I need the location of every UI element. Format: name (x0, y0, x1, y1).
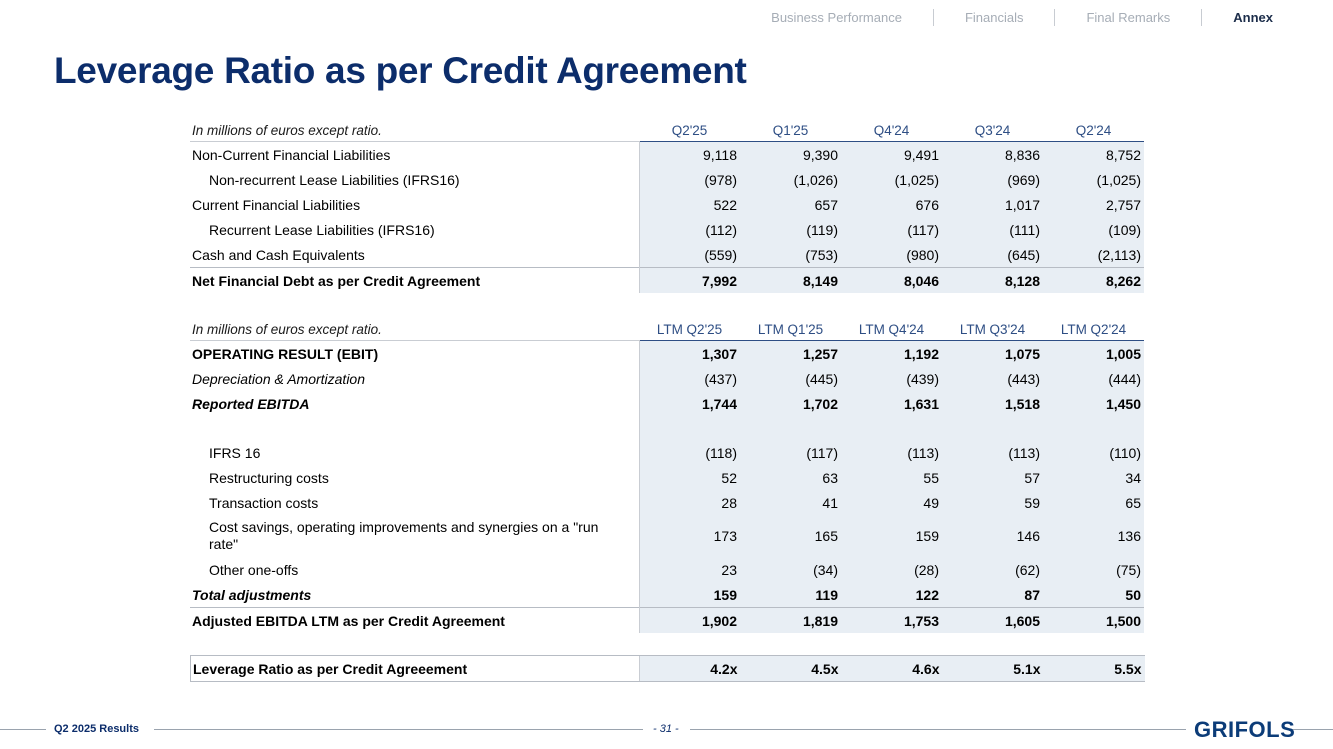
cell-value: 49 (841, 490, 942, 515)
column-header: Q4'24 (841, 119, 942, 142)
cell-value: 159 (841, 515, 942, 557)
cell-value: 8,046 (841, 268, 942, 294)
cell-value: 1,500 (1043, 608, 1144, 634)
cell-value: 59 (942, 490, 1043, 515)
cell-value: 87 (942, 582, 1043, 608)
cell-value: 9,491 (841, 142, 942, 168)
row-label: OPERATING RESULT (EBIT) (192, 345, 379, 362)
cell-value: 173 (639, 515, 740, 557)
cell-value: 23 (639, 557, 740, 582)
cell-value: (119) (740, 217, 841, 242)
table-row (190, 391, 1144, 416)
row-label: Adjusted EBITDA LTM as per Credit Agreement (190, 608, 639, 634)
table-row (190, 515, 1144, 557)
cell-value: 1,192 (841, 341, 942, 367)
cell-value: 63 (740, 465, 841, 490)
cell-value: (62) (942, 557, 1043, 582)
cell-value: (2,113) (1043, 242, 1144, 268)
row-label: Current Financial Liabilities (192, 196, 361, 213)
column-header: LTM Q4'24 (841, 318, 942, 341)
ebitda-table (190, 318, 1144, 633)
row-label: IFRS 16 (209, 444, 261, 461)
footer-divider (690, 729, 1186, 730)
cell-value: (75) (1043, 557, 1144, 582)
cell-value: 1,017 (942, 192, 1043, 217)
cell-value: 41 (740, 490, 841, 515)
cell-value: 1,753 (841, 608, 942, 634)
units-label: In millions of euros except ratio. (190, 318, 639, 341)
cell-value: 7,992 (639, 268, 740, 294)
row-label: Total adjustments (192, 586, 312, 603)
cell-value: 1,744 (639, 391, 740, 416)
nav-final-remarks[interactable]: Final Remarks (1086, 10, 1171, 25)
cell-value: 1,902 (639, 608, 740, 634)
cell-value: 4.5x (741, 656, 842, 682)
table-row (190, 582, 1144, 608)
cell-value: 165 (740, 515, 841, 557)
cell-value: (109) (1043, 217, 1144, 242)
row-label: Non-Current Financial Liabilities (192, 146, 391, 163)
column-header: LTM Q2'25 (639, 318, 740, 341)
row-label: Restructuring costs (209, 469, 329, 486)
table-row (190, 242, 1144, 268)
row-label: Reported EBITDA (192, 395, 310, 412)
cell-value: (113) (942, 440, 1043, 465)
column-header: Q3'24 (942, 119, 1043, 142)
total-row (190, 268, 1144, 294)
cell-value: 5.1x (943, 656, 1044, 682)
cell-value: 522 (639, 192, 740, 217)
cell-value: (978) (639, 167, 740, 192)
leverage-ratio-row (191, 656, 1145, 682)
cell-value: 1,702 (740, 391, 841, 416)
cell-value: 1,307 (639, 341, 740, 367)
cell-value: (980) (841, 242, 942, 268)
cell-value: (443) (942, 366, 1043, 391)
cell-value: 8,752 (1043, 142, 1144, 168)
cell-value: 159 (639, 582, 740, 608)
cell-value: (444) (1043, 366, 1144, 391)
cell-value: (1,025) (1043, 167, 1144, 192)
table-row (190, 142, 1144, 168)
table-row (190, 557, 1144, 582)
row-label: Recurrent Lease Liabilities (IFRS16) (209, 221, 435, 238)
cell-value: 57 (942, 465, 1043, 490)
row-label: Net Financial Debt as per Credit Agreement (190, 268, 639, 294)
cell-value: 1,075 (942, 341, 1043, 367)
cell-value: 1,518 (942, 391, 1043, 416)
cell-value: 1,631 (841, 391, 942, 416)
cell-value: (439) (841, 366, 942, 391)
cell-value: 8,262 (1043, 268, 1144, 294)
row-label: Cost savings, operating improvements and synergies on a "run rate" (209, 519, 599, 552)
table-row (190, 465, 1144, 490)
grifols-logo: GRIFOLS (1194, 717, 1296, 742)
table-row (190, 167, 1144, 192)
cell-value: 34 (1043, 465, 1144, 490)
cell-value: (111) (942, 217, 1043, 242)
cell-value: 1,450 (1043, 391, 1144, 416)
cell-value: (110) (1043, 440, 1144, 465)
cell-value: 9,390 (740, 142, 841, 168)
cell-value: 1,005 (1043, 341, 1144, 367)
spacer-row (190, 416, 1144, 440)
total-row (190, 608, 1144, 634)
cell-value: (559) (639, 242, 740, 268)
cell-value: 122 (841, 582, 942, 608)
cell-value: (753) (740, 242, 841, 268)
cell-value: 1,257 (740, 341, 841, 367)
table-row (190, 366, 1144, 391)
column-header: Q1'25 (740, 119, 841, 142)
cell-value: 4.6x (842, 656, 943, 682)
cell-value: 28 (639, 490, 740, 515)
cell-value: 52 (639, 465, 740, 490)
page-title: Leverage Ratio as per Credit Agreement (54, 50, 747, 91)
table-header-row (190, 119, 1144, 142)
column-header: LTM Q3'24 (942, 318, 1043, 341)
leverage-ratio-table (190, 655, 1145, 682)
cell-value: (437) (639, 366, 740, 391)
cell-value: 2,757 (1043, 192, 1144, 217)
cell-value: 55 (841, 465, 942, 490)
table-row (190, 490, 1144, 515)
row-label: Non-recurrent Lease Liabilities (IFRS16) (209, 171, 460, 188)
cell-value: 8,149 (740, 268, 841, 294)
row-label: Depreciation & Amortization (192, 370, 366, 387)
cell-value: (1,026) (740, 167, 841, 192)
footer-divider (1292, 729, 1333, 730)
cell-value: (1,025) (841, 167, 942, 192)
cell-value: (112) (639, 217, 740, 242)
cell-value: (117) (841, 217, 942, 242)
cell-value: 1,819 (740, 608, 841, 634)
row-label: Cash and Cash Equivalents (192, 246, 365, 263)
row-label: Leverage Ratio as per Credit Agreeement (191, 656, 640, 682)
cell-value: (645) (942, 242, 1043, 268)
top-navigation (740, 9, 1273, 26)
column-header: LTM Q2'24 (1043, 318, 1144, 341)
cell-value: 146 (942, 515, 1043, 557)
cell-value: (117) (740, 440, 841, 465)
cell-value: (34) (740, 557, 841, 582)
page-number: - 31 - (653, 723, 679, 735)
cell-value: 65 (1043, 490, 1144, 515)
cell-value: 9,118 (639, 142, 740, 168)
cell-value: (28) (841, 557, 942, 582)
table-row (190, 192, 1144, 217)
footer-divider (154, 729, 643, 730)
units-label: In millions of euros except ratio. (190, 119, 639, 142)
column-header: Q2'25 (639, 119, 740, 142)
cell-value: 657 (740, 192, 841, 217)
table-row (190, 440, 1144, 465)
cell-value: (113) (841, 440, 942, 465)
cell-value: 8,128 (942, 268, 1043, 294)
table-header-row (190, 318, 1144, 341)
footer-report-label: Q2 2025 Results (54, 723, 139, 735)
nav-annex[interactable]: Annex (1233, 10, 1273, 25)
nav-business-performance[interactable]: Business Performance (771, 10, 902, 25)
column-header: Q2'24 (1043, 119, 1144, 142)
cell-value: 119 (740, 582, 841, 608)
footer-divider (0, 729, 46, 730)
row-label: Transaction costs (209, 494, 319, 511)
cell-value: (445) (740, 366, 841, 391)
nav-financials[interactable]: Financials (964, 10, 1024, 25)
cell-value: 50 (1043, 582, 1144, 608)
cell-value: 1,605 (942, 608, 1043, 634)
row-label: Other one-offs (209, 561, 299, 578)
net-financial-debt-table (190, 119, 1144, 293)
cell-value: (969) (942, 167, 1043, 192)
cell-value: 136 (1043, 515, 1144, 557)
column-header: LTM Q1'25 (740, 318, 841, 341)
cell-value: 5.5x (1044, 656, 1145, 682)
cell-value: 8,836 (942, 142, 1043, 168)
table-row (190, 341, 1144, 367)
table-row (190, 217, 1144, 242)
cell-value: (118) (639, 440, 740, 465)
cell-value: 4.2x (640, 656, 741, 682)
cell-value: 676 (841, 192, 942, 217)
